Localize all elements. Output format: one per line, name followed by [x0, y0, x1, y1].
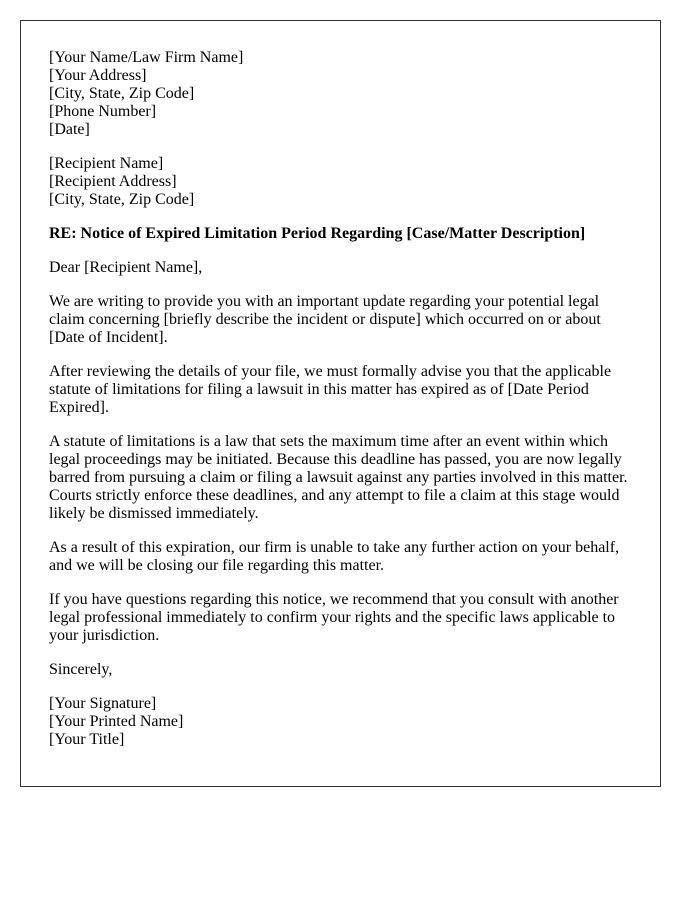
sender-city-state-zip: [City, State, Zip Code] — [49, 85, 195, 102]
subject-line: RE: Notice of Expired Limitation Period Regarding [Case/Matter Description] — [49, 225, 586, 242]
recipient-city-state-zip: [City, State, Zip Code] — [49, 191, 195, 208]
recipient-address: [Recipient Address] — [49, 173, 177, 190]
printed-name: [Your Printed Name] — [49, 713, 184, 730]
body-paragraph-4: As a result of this expiration, our firm is unable to take any further action on your behalf, and we will be closing our file regarding this matter. — [49, 539, 620, 574]
sender-phone: [Phone Number] — [49, 103, 157, 120]
signer-title: [Your Title] — [49, 731, 125, 748]
closing: Sincerely, — [49, 661, 113, 678]
body-paragraph-3: A statute of limitations is a law that sets the maximum time after an event within which legal proceedings may be initiated. Because this deadline has passed, you are now legally barred from pursuing a claim or filing a lawsuit against any parties involved in this matter. Courts strictly enforce these deadlines, and any attempt to file a claim at this stage would likely be dismissed immediately. — [49, 433, 628, 522]
recipient-block — [49, 155, 632, 209]
body-paragraph-5: If you have questions regarding this notice, we recommend that you consult with another legal professional immediately to confirm your rights and the specific laws applicable to your jurisdiction. — [49, 591, 619, 644]
sender-block — [49, 49, 632, 139]
signature: [Your Signature] — [49, 695, 157, 712]
recipient-name: [Recipient Name] — [49, 155, 164, 172]
salutation: Dear [Recipient Name], — [49, 259, 203, 276]
signature-block — [49, 695, 632, 749]
sender-address: [Your Address] — [49, 67, 147, 84]
body-paragraph-1: We are writing to provide you with an important update regarding your potential legal claim concerning [briefly describe the incident or dispute] which occurred on or about [Date of Incident]. — [49, 293, 601, 346]
body-paragraph-2: After reviewing the details of your file, we must formally advise you that the applicable statute of limitations for filing a lawsuit in this matter has expired as of [Date Period Expired]. — [49, 363, 612, 416]
letter-date: [Date] — [49, 121, 90, 138]
sender-name: [Your Name/Law Firm Name] — [49, 49, 244, 66]
letter-document — [20, 20, 661, 787]
